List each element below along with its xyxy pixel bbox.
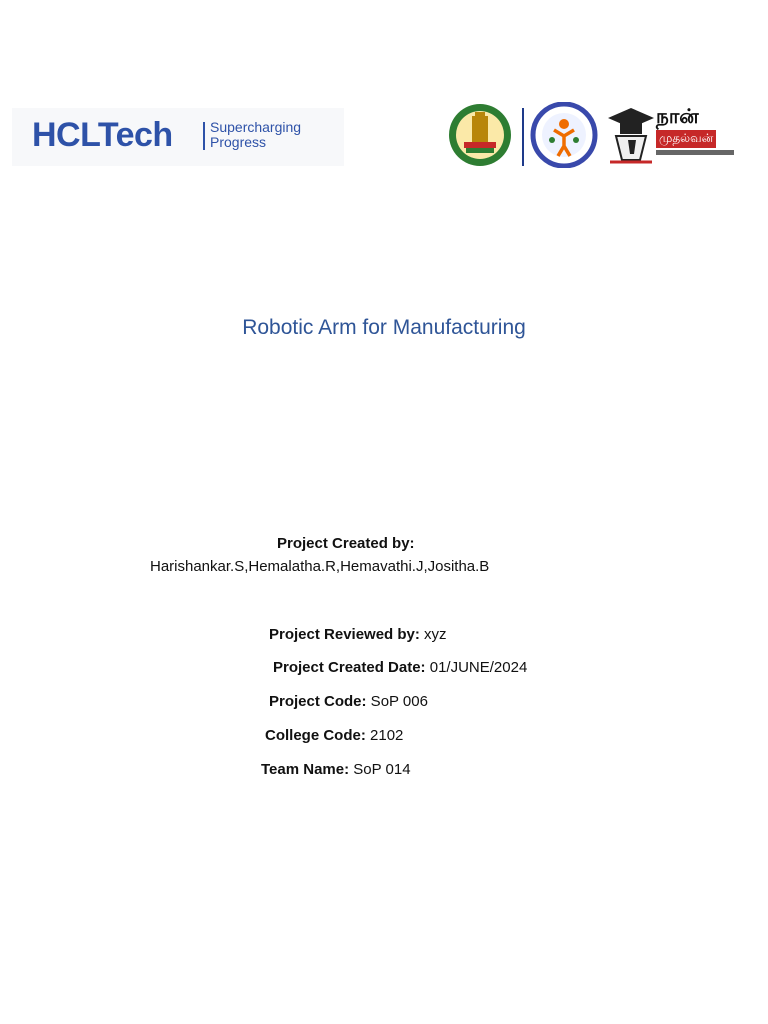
college-code-value: 2102 — [365, 727, 404, 744]
naan-logo-subtext: முதல்வன் — [656, 130, 716, 148]
project-code-label: Project Code: — [269, 693, 367, 710]
college-code-row — [265, 727, 403, 744]
hcl-tagline-line2: Progress — [210, 134, 267, 150]
document-title: Robotic Arm for Manufacturing — [242, 316, 526, 339]
created-date-value: 01/JUNE/2024 — [425, 659, 528, 676]
naan-mudhalvan-logo — [606, 102, 736, 166]
hcl-wordmark: HCLTech — [32, 116, 173, 154]
created-by-label: Project Created by: — [277, 535, 415, 552]
created-date-row — [273, 659, 527, 676]
team-name-value: SoP 014 — [349, 761, 411, 778]
reviewed-by-value: xyz — [419, 626, 447, 643]
skill-development-logo-icon — [528, 102, 600, 168]
reviewed-by-row — [269, 626, 447, 643]
tamil-nadu-emblem-icon — [444, 102, 516, 168]
project-code-row — [269, 693, 428, 710]
team-members: Harishankar.S,Hemalatha.R,Hemavathi.J,Jositha.B — [150, 558, 490, 575]
hcl-tech-logo — [12, 108, 344, 166]
created-date-label: Project Created Date: — [273, 659, 426, 676]
team-name-label: Team Name: — [261, 761, 350, 778]
graduation-cap-icon — [606, 102, 656, 166]
project-code-value: SoP 006 — [366, 693, 428, 710]
hcl-logo-divider — [203, 122, 205, 150]
naan-logo-tagline-bar — [656, 150, 734, 155]
naan-logo-text: நான் — [656, 104, 699, 128]
reviewed-by-label: Project Reviewed by: — [269, 626, 420, 643]
logo-divider — [522, 108, 524, 166]
college-code-label: College Code: — [265, 727, 366, 744]
partner-logos — [440, 100, 740, 170]
team-name-row — [261, 761, 411, 778]
hcl-tagline-line1: Supercharging — [210, 119, 302, 135]
